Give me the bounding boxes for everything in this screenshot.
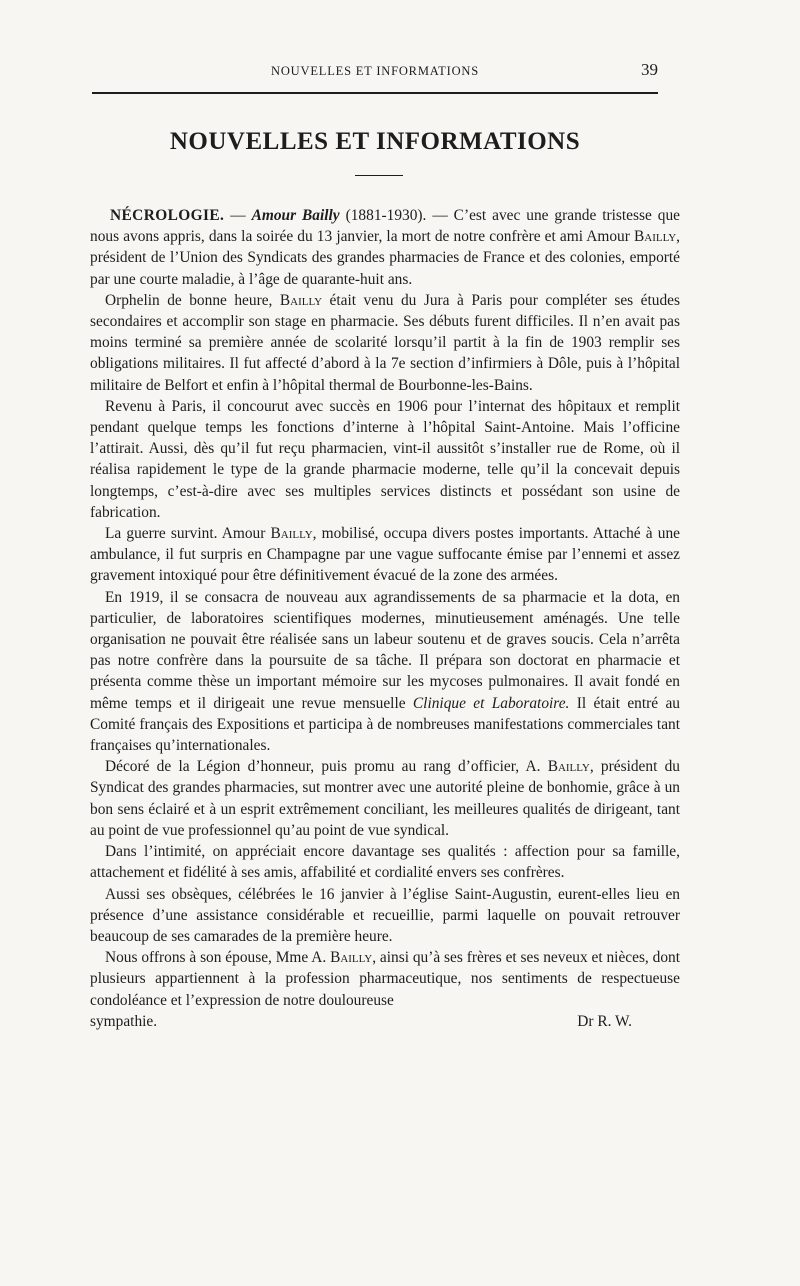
title-rule [355, 175, 403, 176]
paragraph-war [90, 523, 680, 587]
surname: Bailly [330, 949, 373, 967]
author-signature: Dr R. W. [577, 1012, 632, 1030]
header-rule [92, 92, 658, 94]
text: Il était entré au Comité français des Expositions et participa à de nombreuses manifestations commerciales tant françaises qu’internationales. [90, 694, 680, 755]
surname: Bailly [270, 525, 313, 543]
paragraph-postwar [90, 587, 680, 757]
intro-text: (1881-1930). — C’est avec une grande tristesse que nous avons appris, dans la soirée du 13 janvier, la mort de notre confrère et ami Amour [90, 207, 680, 246]
running-title: NOUVELLES ET INFORMATIONS [271, 64, 479, 78]
dash: — [224, 207, 252, 224]
signature-line [90, 1011, 680, 1032]
text: , ainsi qu’à ses frères et ses neveux et nièces, dont plusieurs appartiennent à la profession pharmaceutique, nos sentiments de respectueuse condoléance et l’expression de notre douloureuse [90, 949, 680, 1009]
intro-text-end: , président de l’Union des Syndicats des grandes pharmacies de France et des colonies, emporté par une courte maladie, à l’âge de quarante-huit ans. [90, 228, 680, 288]
paragraph-intro [90, 205, 680, 290]
text: Orphelin de bonne heure, [105, 291, 280, 309]
rubric-necrologie: NÉCROLOGIE. [110, 207, 225, 224]
paragraph-funeral: Aussi ses obsèques, célébrées le 16 janvier à l’église Saint-Augustin, eurent-elles lieu en présence d’une assistance considérable et recueillie, parmi laquelle on pouvait retrouver beaucoup de ses camarades de la première heure. [90, 885, 680, 945]
journal-title: Clinique et Laboratoire. [412, 694, 570, 712]
paragraph-honours [90, 756, 680, 841]
paragraph-character: Dans l’intimité, on appréciait encore davantage ses qualités : affection pour sa famille, attachement et fidélité à ses amis, affabilité et cordialité envers ses confrères. [90, 843, 680, 882]
running-head [92, 62, 658, 84]
text: La guerre survint. Amour [105, 525, 271, 543]
text: était venu du Jura à Paris pour compléter ses études secondaires et accomplir son stage en pharmacie. Ses débuts furent difficiles. Il n’en avait pas moins terminé sa première année de scolarité lorsqu’il partit à la fin de 1903 remplir ses obligations militaires. Il fut affecté d’abord à la 7e section d’infirmiers à Dôle, puis à l’hôpital militaire de Belfort et enfin à l’hôpital thermal de Bourbonne-les-Bains. [90, 291, 680, 394]
obituary-article [90, 205, 680, 1032]
surname: Bailly [547, 758, 590, 776]
closing-word: sympathie. [90, 1012, 158, 1030]
text: Décoré de la Légion d’honneur, puis promu au rang d’officier, A. [105, 758, 548, 776]
text: En 1919, il se consacra de nouveau aux agrandissements de sa pharmacie et la dota, en particulier, de laboratoires scientifiques modernes, minutieusement aménagés. Une telle organisation ne pouvait être réalisée sans un labeur soutenu et de graves soucis. Cela n’arrêta pas notre confrère dans la poursuite de sa tâche. Il prépara son doctorat en pharmacie et présenta comme thèse un important mémoire sur les mycoses pulmonaires. Il avait fondé en même temps et il dirigeait une revue mensuelle [90, 588, 680, 712]
text: , mobilisé, occupa divers postes importants. Attaché à une ambulance, il fut surpris en Champagne par une vague suffocante émise par l’ennemi et assez gravement intoxiqué pour être définitivement évacué de la zone des armées. [90, 525, 680, 585]
text: , président du Syndicat des grandes pharmacies, sut montrer avec une autorité pleine de bonhomie, grâce à un bon sens éclairé et à un esprit extrêmement conciliant, les meilleures qualités de dirigeant, tant au point de vue professionnel qu’au point de vue syndical. [90, 758, 680, 839]
section-title: NOUVELLES ET INFORMATIONS [169, 128, 581, 155]
paragraph-youth [90, 290, 680, 396]
paragraph-condolences [90, 947, 680, 1011]
surname: Bailly [279, 291, 323, 309]
page-number: 39 [641, 60, 658, 79]
surname: Bailly [633, 228, 677, 246]
paragraph-career: Revenu à Paris, il concourut avec succès en 1906 pour l’internat des hôpitaux et remplit pendant quelque temps les fonctions d’interne à l’hôpital Saint-Antoine. Mais l’officine l’attirait. Aussi, dès qu’il fut reçu pharmacien, vint-il aussitôt s’installer rue de Rome, où il réalisa rapidement le type de la grande pharmacie moderne, telle qu’il la concevait depuis longtemps, c’est-à-dire avec ses multiples services distincts et possédant son usine de fabrication. [90, 397, 680, 521]
text: Nous offrons à son épouse, Mme A. [105, 949, 331, 967]
person-name: Amour Bailly [251, 207, 340, 224]
